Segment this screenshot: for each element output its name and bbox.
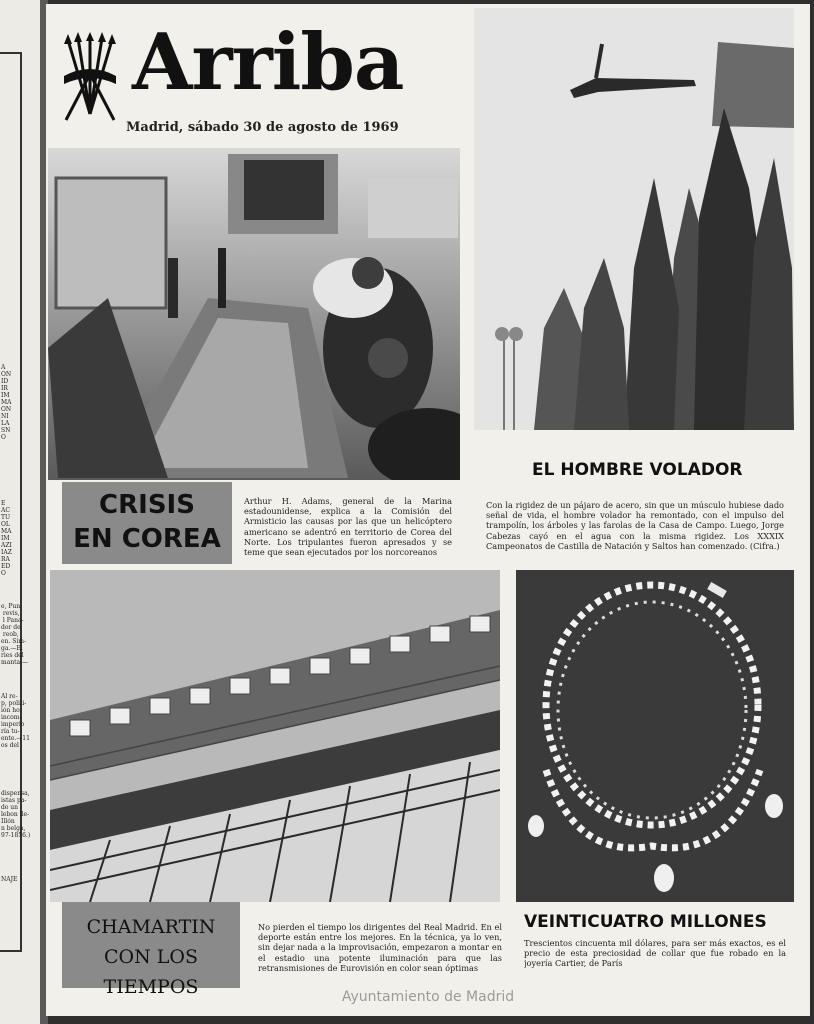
archive-watermark: Ayuntamiento de Madrid — [341, 989, 515, 1005]
headline-millones: VEINTICUATRO MILLONES — [524, 912, 767, 932]
headline-korea-line2: EN COREA — [73, 524, 221, 554]
caption-korea: Arthur H. Adams, general de la Marina estadounidense, explica a la Comisión del Armisticio las causas por las que un helicóptero americano se adentró en territorio de Corea del Norte. Los tripulantes fueron apresados y se teme que sean ejecutados por los norcoreanos — [244, 496, 452, 558]
headline-chamartin-line1: CHAMARTIN — [86, 916, 216, 938]
headline-box-korea — [62, 482, 232, 564]
photo-armistice-commission — [48, 148, 460, 480]
headline-volador: EL HOMBRE VOLADOR — [532, 460, 743, 480]
newspaper-title: Arriba — [132, 17, 404, 108]
left-text-column-1: A ON ID IR IM MA ON NI LA SN O — [1, 364, 12, 441]
left-page-fragment — [0, 0, 40, 1024]
masthead — [52, 12, 472, 142]
photo-cartier-necklace — [516, 570, 794, 902]
caption-chamartin: No pierden el tiempo los dirigentes del Real Madrid. En el deporte están entre los mejores. En la técnica, ya lo ven, sin dejar nada a la improvisación, empezaron a montar en el estadio una potente iluminación para que las retransmisiones de Eurovisión en color sean óptimas — [258, 922, 502, 973]
yoke-and-arrows-icon — [60, 32, 120, 124]
caption-millones: Trescientos cincuenta mil dólares, para ser más exactos, es el precio de esta preciosidad de collar que fue robado en la joyería Cartier, de París — [524, 938, 786, 969]
left-text-column-4: Al re- p, politi- ión ho- incom- imperio ría tu- ente.—11 os del — [1, 693, 30, 749]
newspaper-page — [46, 4, 810, 1016]
left-text-column-5: dispensa, istas pa- de un lebon lle- Illón n belga, 97-1856.) — [1, 790, 31, 839]
photo-diver — [474, 8, 794, 430]
headline-chamartin-line2: CON LOS TIEMPOS — [103, 946, 199, 998]
dateline: Madrid, sábado 30 de agosto de 1969 — [126, 120, 399, 135]
left-text-column-6: NAJE — [1, 876, 18, 883]
left-text-column-3: e, Pun- revis, l Pana- dor de reob, en. Sim- ga.—El ries del manta.— — [1, 603, 29, 666]
photo-stadium-lighting — [50, 570, 500, 902]
left-text-column-2: E AC TU OL MA IM AZI IAZ RA ED O — [1, 500, 12, 577]
headline-box-chamartin — [62, 902, 240, 998]
caption-volador: Con la rigidez de un pájaro de acero, sin que un músculo hubiese dado señal de vida, el hombre volador ha remontado, con el impulso del trampolín, los árboles y las farolas de la Casa de Campo. Luego, Jorge Cabezas cayó en el agua con la misma rigidez. Los XXXIX Campeonatos de Castilla de Natación y Saltos han comenzado. (Cifra.) — [486, 500, 784, 551]
headline-korea-line1: CRISIS — [99, 490, 195, 520]
